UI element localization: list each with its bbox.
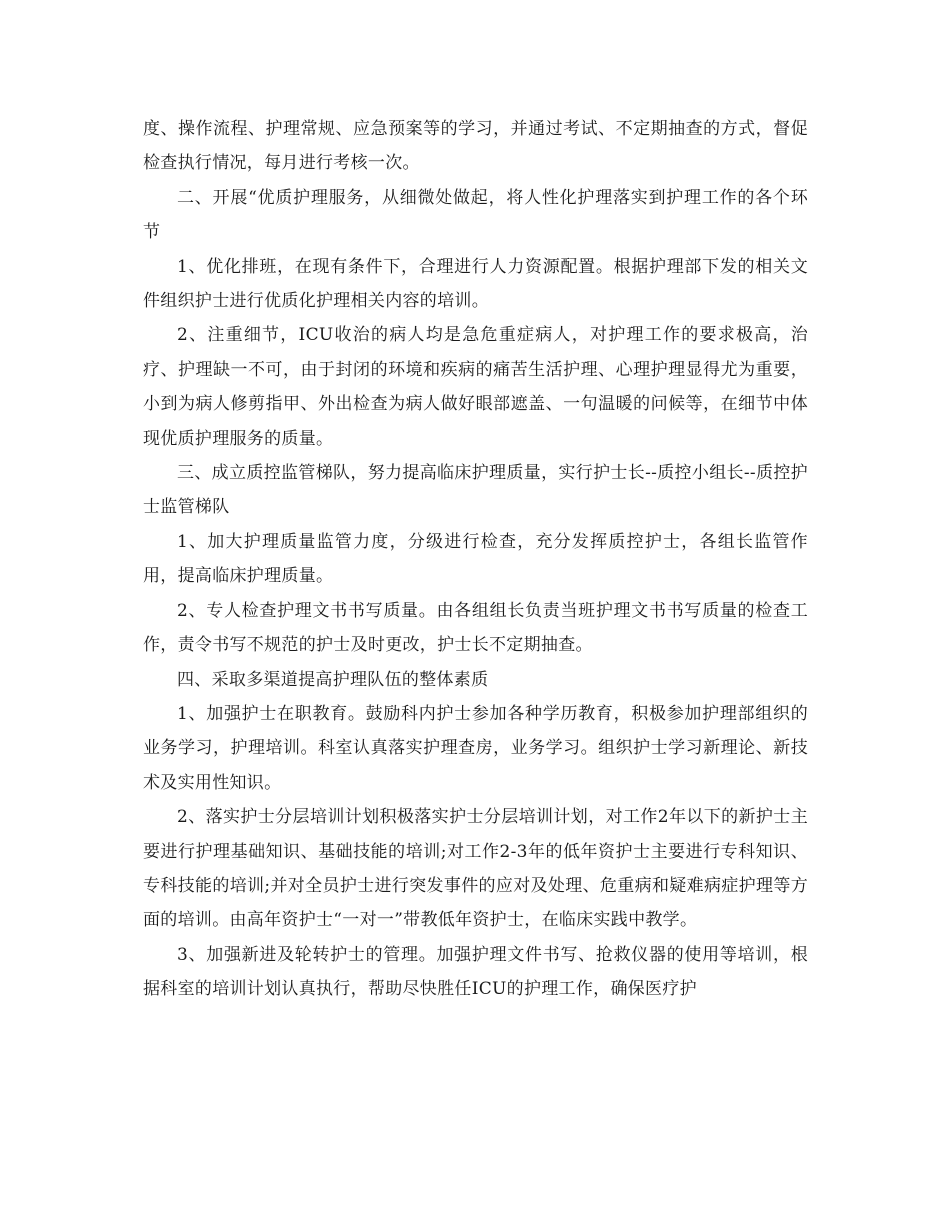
paragraph: 2、注重细节，ICU收治的病人均是急危重症病人，对护理工作的要求极高，治疗、护理缺一不可，由于封闭的环境和疾病的痛苦生活护理、心理护理显得尤为重要，小到为病人修剪指甲、外出检查为病人做好眼部遮盖、一句温暖的问候等，在细节中体现优质护理服务的质量。	[143, 325, 808, 449]
paragraph: 四、采取多渠道提高护理队伍的整体素质	[177, 669, 489, 690]
document-body	[143, 112, 808, 1007]
paragraph: 1、优化排班，在现有条件下，合理进行人力资源配置。根据护理部下发的相关文件组织护士进行优质化护理相关内容的培训。	[143, 256, 808, 312]
paragraph: 3、加强新进及轮转护士的管理。加强护理文件书写、抢救仪器的使用等培训，根据科室的培训计划认真执行，帮助尽快胜任ICU的护理工作，确保医疗护	[143, 944, 808, 1000]
paragraph: 2、专人检查护理文书书写质量。由各组组长负责当班护理文书书写质量的检查工作，责令书写不规范的护士及时更改，护士长不定期抽查。	[143, 600, 808, 656]
paragraph: 2、落实护士分层培训计划积极落实护士分层培训计划，对工作2年以下的新护士主要进行护理基础知识、基础技能的培训;对工作2-3年的低年资护士主要进行专科知识、专科技能的培训;并对全员护士进行突发事件的应对及处理、危重病和疑难病症护理等方面的培训。由高年资护士“一对一”带教低年资护士，在临床实践中教学。	[143, 807, 808, 931]
paragraph: 1、加大护理质量监管力度，分级进行检查，充分发挥质控护士，各组长监管作用，提高临床护理质量。	[143, 531, 808, 587]
paragraph: 二、开展“优质护理服务，从细微处做起，将人性化护理落实到护理工作的各个环节	[143, 187, 808, 243]
paragraph: 1、加强护士在职教育。鼓励科内护士参加各种学历教育，积极参加护理部组织的业务学习，护理培训。科室认真落实护理查房，业务学习。组织护士学习新理论、新技术及实用性知识。	[143, 703, 808, 793]
paragraph: 度、操作流程、护理常规、应急预案等的学习，并通过考试、不定期抽查的方式，督促检查执行情况，每月进行考核一次。	[143, 119, 808, 174]
paragraph: 三、成立质控监管梯队，努力提高临床护理质量，实行护士长--质控小组长--质控护士监管梯队	[143, 463, 808, 518]
